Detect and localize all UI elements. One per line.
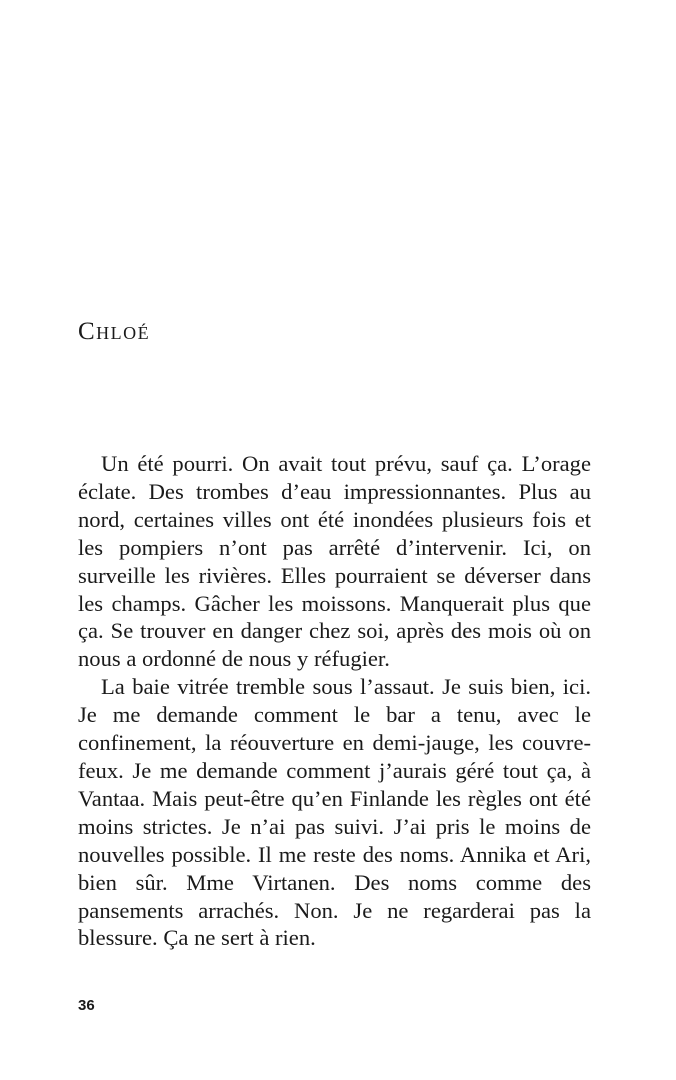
paragraph-1: Un été pourri. On avait tout prévu, sauf ça. L’orage éclate. Des trombes d’eau impressionnantes. Plus au nord, certaines villes ont été inondées plusieurs fois et les pompiers n’ont pas arrêté d’intervenir. Ici, on surveille les rivières. Elles pourraient se déverser dans les champs. Gâcher les moissons. Manquerait plus que ça. Se trouver en danger chez soi, après des mois où on nous a ordonné de nous y réfugier.: [78, 451, 591, 672]
page-number: 36: [78, 997, 95, 1014]
chapter-body: [78, 450, 591, 952]
paragraph-2: La baie vitrée tremble sous l’assaut. Je suis bien, ici. Je me demande comment le bar a tenu, avec le confinement, la réouverture en demi-jauge, les couvre-feux. Je me demande comment j’aurais géré tout ça, à Vantaa. Mais peut-être qu’en Finlande les règles ont été moins strictes. Je n’ai pas suivi. J’ai pris le moins de nouvelles possible. Il me reste des noms. Annika et Ari, bien sûr. Mme Virtanen. Des noms comme des pansements arrachés. Non. Je ne regarderai pas la blessure. Ça ne sert à rien.: [78, 674, 591, 951]
chapter-title: Chloé: [78, 318, 151, 345]
